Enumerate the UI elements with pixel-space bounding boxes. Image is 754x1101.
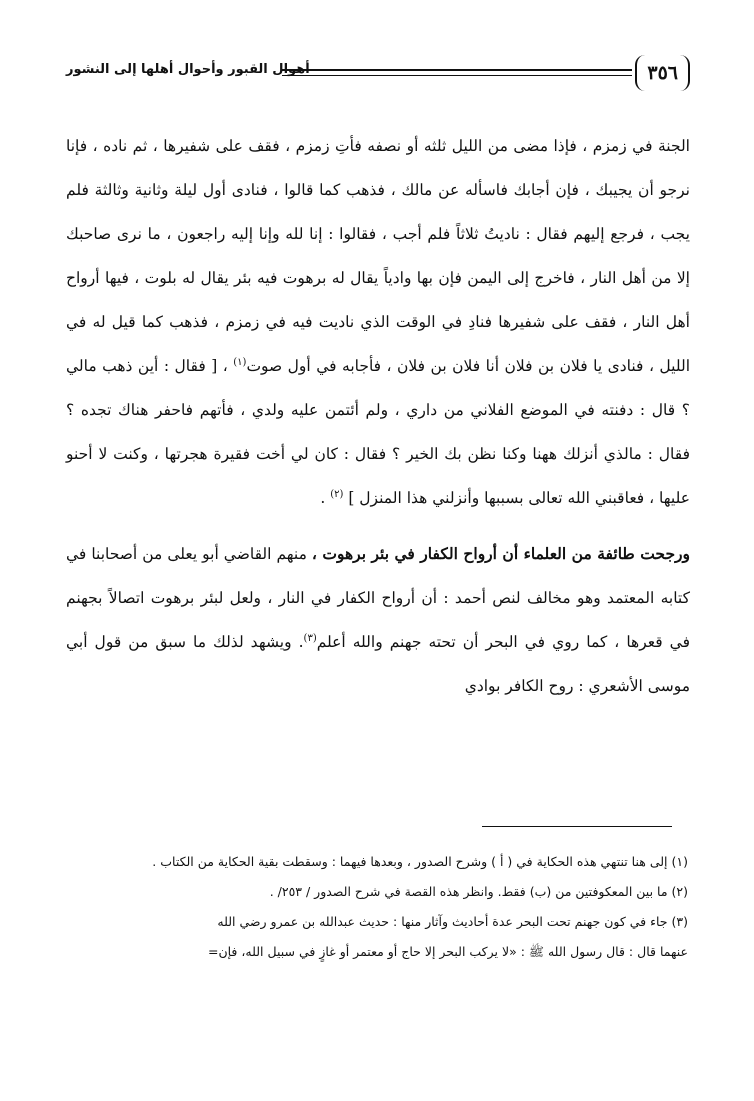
footnote-1: (١) إلى هنا تنتهي هذه الحكاية في ( أ ) وشرح الصدور ، وبعدها فيهما : وسقطت بقية الحكاية من الكتاب . [152, 854, 688, 869]
running-title: أهوال القبور وأحوال أهلها إلى النشور [66, 62, 310, 77]
paragraph-1 [66, 124, 690, 520]
header-double-rule [282, 69, 632, 76]
paragraph-2-lead: ورجحت طائفة من العلماء أن أرواح الكفار في بئر برهوت ، [311, 544, 690, 563]
footnote-3-line-1: (٣) جاء في كون جهنم تحت البحر عدة أحاديث وآثار منها : حديث عبدالله بن عمرو رضي الله [217, 914, 688, 929]
paragraph-2-text-b: . ويشهد لذلك ما سبق من قول أبي موسى الأشعري : روح الكافر بوادي [66, 633, 690, 695]
footnote-3-line-2: عنهما قال : قال رسول الله ﷺ : «لا يركب البحر إلا حاج أو معتمر أو غازٍ في سبيل الله، فإن= [207, 944, 688, 959]
footnote-separator [482, 826, 672, 827]
footnote-3 [66, 907, 688, 967]
footnote-marker-3[interactable]: (٣) [303, 632, 317, 644]
page-number-frame [635, 55, 690, 91]
running-header [66, 55, 690, 95]
paragraph-1-text-c: . [320, 489, 326, 507]
page-number: ٣٥٦ [647, 62, 678, 84]
paragraph-1-text-a: الجنة في زمزم ، فإذا مضى من الليل ثلثه أو نصفه فأتِ زمزم ، فقف على شفيرها ، ثم ناده ، فإنا نرجو أن يجيبك ، فإن أجابك فاسأله عن مالك ، فذهب كما قالوا ، فنادى أول ليلة وثانية وثالثة فلم يجب ، فرجع إليهم فقال : ناديتُ ثلاثاً فلم أجب ، فقالوا : إنا لله وإنا إليه راجعون ، ما نرى صاحبك إلا من أهل النار ، فاخرج إلى اليمن فإن بها وادياً يقال له برهوت فيه بئر يقال له بلوت ، فيها أرواح أهل النار ، فقف على شفيرها فنادِ في الوقت الذي ناديت فيه في زمزم ، فذهب كما قيل له في الليل ، فنادى يا فلان بن فلان أنا فلان بن فلان ، فأجابه في أول صوت [66, 137, 690, 375]
footnote-2: (٢) ما بين المعكوفتين من (ب) فقط. وانظر هذه القصة في شرح الصدور / ٢٥٣/ . [269, 884, 688, 899]
footnotes [66, 847, 688, 967]
paragraph-1-text-b: ، [ فقال : أين ذهب مالي ؟ قال : دفنته في الموضع الفلاني من داري ، ولم أئتمن عليه ولدي ، فأتهم فاحفر هناك تجده ؟ فقال : مالذي أنزلك ههنا وكنا نظن بك الخير ؟ فقال : كان لي أخت فقيرة هجرتها ، وكنت لا أحنو عليها ، فعاقبني الله تعالى بسببها وأنزلني هذا المنزل ] [66, 357, 690, 507]
footnote-marker-1[interactable]: (١) [233, 356, 247, 368]
paragraph-2 [66, 532, 690, 708]
footnote-marker-2[interactable]: (٢) [330, 488, 344, 500]
paragraph-2-text-a: منهم القاضي أبو يعلى من أصحابنا في كتابه المعتمد وهو مخالف لنص أحمد : أن أرواح الكفار في النار ، ولعل لبئر برهوت اتصالاً بجهنم في قعرها ، كما روي في البحر أن تحته جهنم والله أعلم [66, 545, 690, 651]
main-text [66, 124, 690, 708]
